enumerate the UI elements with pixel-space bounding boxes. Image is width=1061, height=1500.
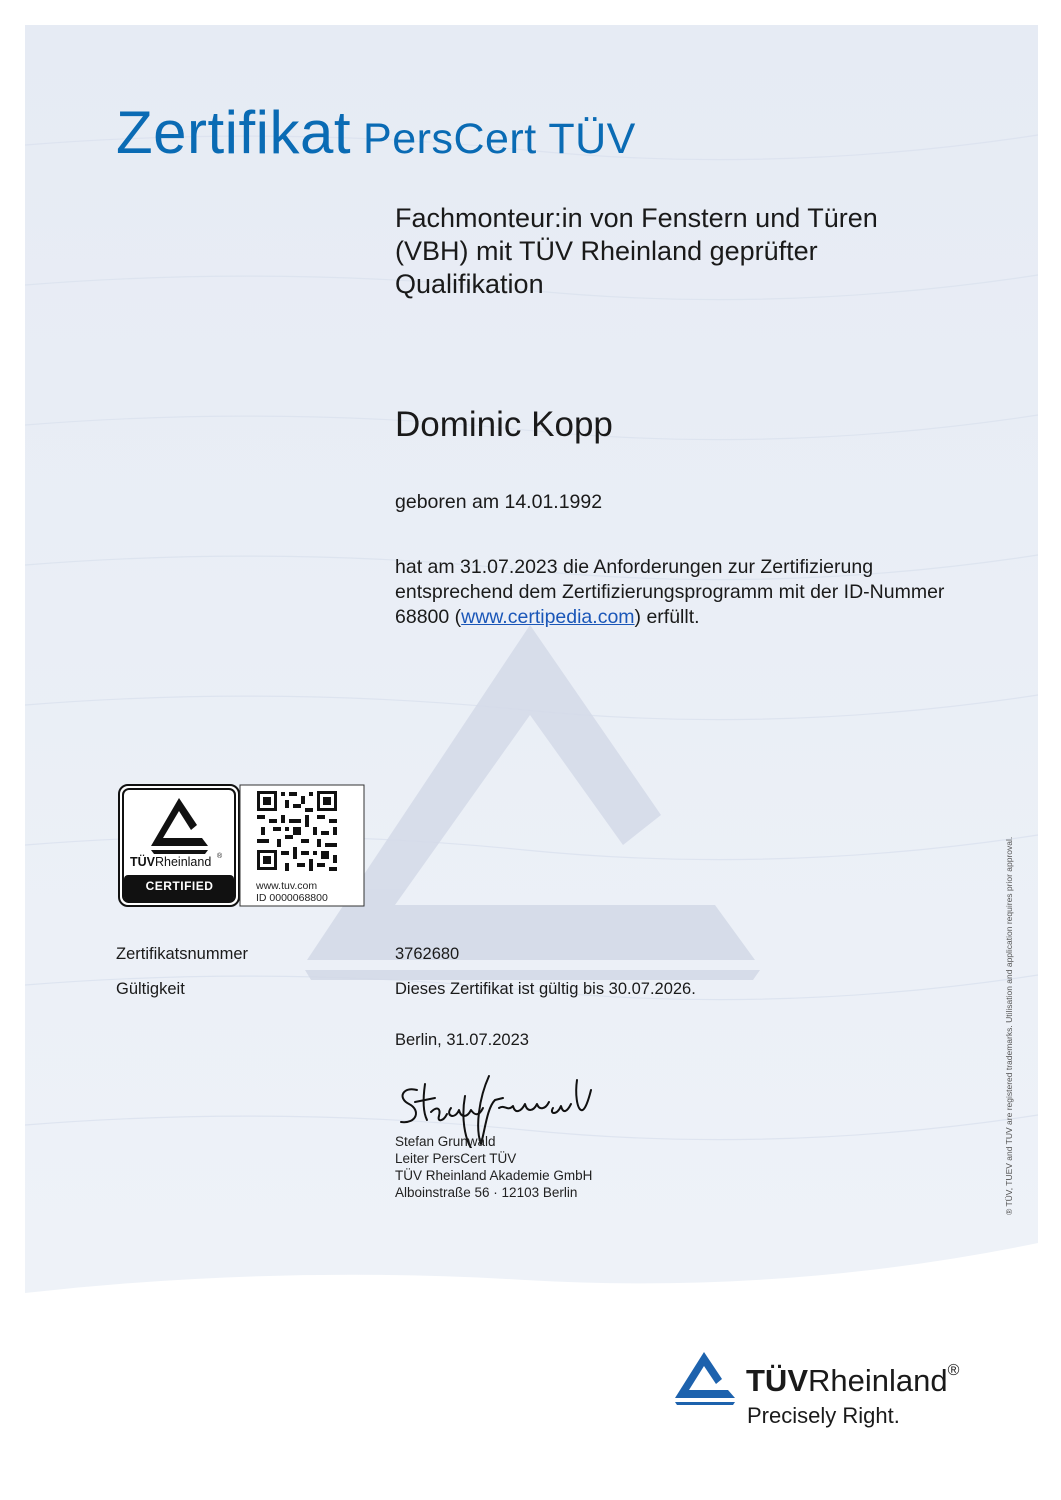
badge-brand-regular: Rheinland [155,855,212,869]
title-subtitle: PersCert TÜV [363,115,636,163]
badge-brand-bold: TÜV [130,855,155,869]
badge-brand [130,855,211,869]
signatory-name: Stefan Grunwald [395,1134,496,1149]
holder-birthdate: geboren am 14.01.1992 [395,491,603,513]
validity-label: Gültigkeit [116,980,185,998]
cert-number-label: Zertifikatsnummer [116,945,249,963]
signatory-address: Alboinstraße 56 · 12103 Berlin [395,1185,578,1200]
requirements-statement [395,555,975,630]
badge-url [256,880,328,904]
badge-certified-label: CERTIFIED [145,879,214,893]
signatory-block [395,1133,592,1201]
requirements-text-after: ) erfüllt. [634,606,700,628]
validity-value: Dieses Zertifikat ist gültig bis 30.07.2026. [395,980,696,998]
requirements-text-before: hat am 31.07.2023 die Anforderungen zur Zertifizierung entsprechend dem Zertifizierungsprogramm mit der ID-Nummer 68800 ( [395,556,945,628]
signatory-role: Leiter PersCert TÜV [395,1151,517,1166]
logo-registered-mark: ® [947,1362,960,1379]
badge-url-text: www.tuv.com [256,880,318,892]
certipedia-link[interactable]: www.certipedia.com [461,606,635,628]
qualification-title: Fachmonteur:in von Fenstern und Türen (VBH) mit TÜV Rheinland geprüfter Qualifikation [395,203,878,299]
trademark-note: ® TÜV, TUEV and TUV are registered trademarks. Utilisation and application requires prior approval. [1004,836,1014,1215]
title-text: Zertifikat [116,99,352,166]
signatory-company: TÜV Rheinland Akademie GmbH [395,1168,593,1183]
place-date: Berlin, 31.07.2023 [395,1031,529,1049]
holder-name: Dominic Kopp [395,405,613,444]
badge-id-text: ID 0000068800 [256,892,328,904]
tuv-slogan: Precisely Right. [747,1403,900,1428]
cert-number-value: 3762680 [395,945,460,963]
certificate-title [116,99,636,166]
tuv-logo-icon [673,1350,737,1406]
tuv-logo-wordmark [746,1362,960,1398]
svg-text:®: ® [217,853,223,860]
logo-brand-bold: TÜV [746,1363,808,1398]
logo-brand-regular: Rheinland [808,1363,948,1398]
